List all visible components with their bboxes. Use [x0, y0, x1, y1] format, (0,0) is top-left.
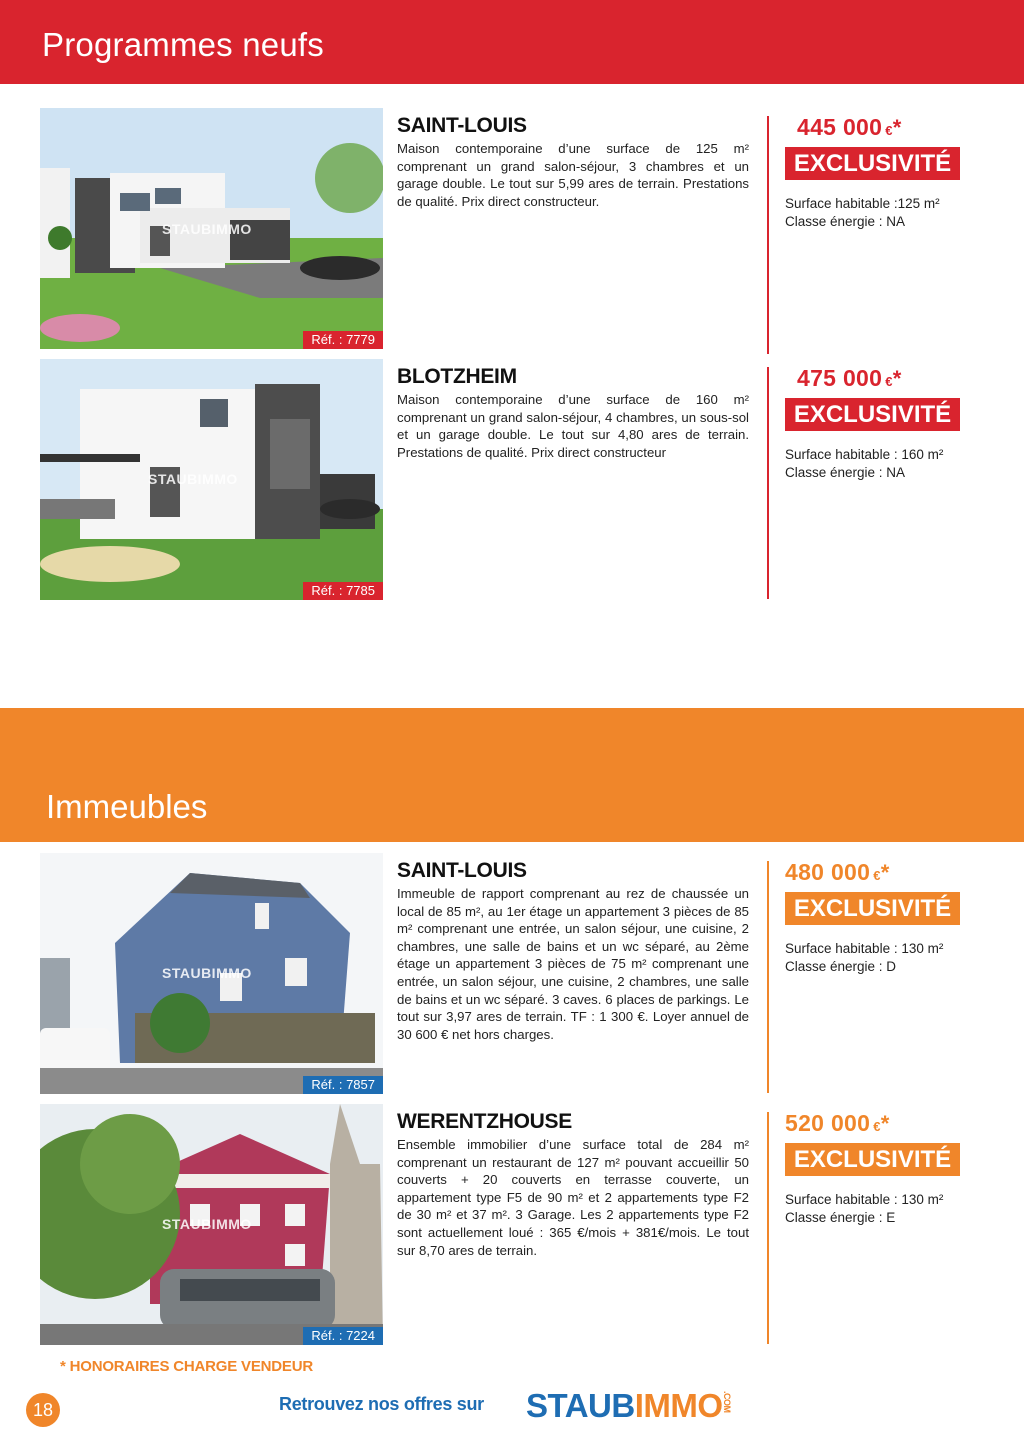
watermark: STAUBIMMO	[148, 471, 238, 487]
currency-symbol: €	[873, 1119, 881, 1134]
price-value: 480 000	[785, 859, 871, 885]
divider-line	[767, 1112, 769, 1344]
listing-price	[797, 365, 975, 392]
currency-symbol: €	[885, 374, 893, 389]
exclusivity-badge: EXCLUSIVITÉ	[785, 892, 960, 925]
listing-specs	[785, 1191, 975, 1227]
listing-text	[397, 108, 749, 210]
listing-price	[785, 1110, 975, 1137]
listing-price	[785, 859, 975, 886]
reference-badge: Réf. : 7857	[303, 1076, 383, 1094]
listing-city: SAINT-LOUIS	[397, 859, 527, 882]
watermark: STAUBIMMO	[162, 1216, 252, 1232]
divider-line	[767, 116, 769, 354]
divider-line	[767, 861, 769, 1093]
promo-text: Retrouvez nos offres sur	[279, 1394, 484, 1414]
listing-photo[interactable]	[40, 1104, 383, 1345]
energy-class-text: Classe énergie : D	[785, 959, 897, 974]
price-asterisk: *	[892, 366, 902, 391]
listing-price	[797, 114, 975, 141]
divider-line	[767, 367, 769, 599]
logo-part-staub: STAUB	[526, 1387, 635, 1424]
section-title: Programmes neufs	[42, 26, 324, 63]
reference-badge: Réf. : 7785	[303, 582, 383, 600]
listing-city: WERENTZHOUSE	[397, 1110, 572, 1133]
listing-description: Immeuble de rapport comprenant au rez de chaussée un local de 85 m², au 1er étage un appartement 3 pièces de 85 m² comprenant une entrée, un salon séjour, une cuisine, 2 chambres, une salle de bains et un wc séparé, au 2ème étage un appartement 3 pièces de 75 m² comprenant une entrée, un salon séjour, une cuisine, 2 chambres, une salle de bains et un wc séparé. 3 caves. 6 places de parkings. Le tout sur 3,97 ares de terrain. TF : 1 300 €. Loyer annuel de 30 600 € net hors charges.	[397, 886, 749, 1042]
listing-side-info	[785, 114, 975, 231]
exclusivity-badge: EXCLUSIVITÉ	[785, 398, 960, 431]
price-asterisk: *	[880, 860, 890, 885]
energy-class-text: Classe énergie : NA	[785, 465, 906, 480]
listing-text	[397, 853, 749, 1043]
staubimmo-logo[interactable]	[526, 1387, 732, 1425]
currency-symbol: €	[873, 868, 881, 883]
listing-photo[interactable]	[40, 108, 383, 349]
listing-specs	[785, 940, 975, 976]
fees-note: * HONORAIRES CHARGE VENDEUR	[60, 1358, 313, 1375]
watermark: STAUBIMMO	[162, 221, 252, 237]
surface-text: Surface habitable : 130 m²	[785, 941, 944, 956]
listing-photo[interactable]	[40, 359, 383, 600]
section-title: Immeubles	[46, 788, 208, 825]
watermark: STAUBIMMO	[162, 965, 252, 981]
surface-text: Surface habitable : 130 m²	[785, 1192, 944, 1207]
price-value: 475 000	[797, 365, 883, 391]
logo-part-com: .COM	[722, 1391, 732, 1413]
section-header-buildings	[0, 708, 1024, 842]
currency-symbol: €	[885, 123, 893, 138]
listing-side-info	[785, 1110, 975, 1227]
logo-part-immo: IMMO	[634, 1387, 723, 1424]
section-header-new-programs	[0, 0, 1024, 84]
surface-text: Surface habitable : 160 m²	[785, 447, 944, 462]
listing-city: BLOTZHEIM	[397, 365, 517, 388]
listing-description: Maison contemporaine d’une surface de 160 m² comprenant un grand salon-séjour, 4 chambres, un sous-sol et un garage double. Le tout sur 4,80 ares de terrain. Prestations de qualité. Prix direct constructeur	[397, 392, 749, 460]
listing-side-info	[785, 859, 975, 976]
exclusivity-badge: EXCLUSIVITÉ	[785, 1143, 960, 1176]
listing-side-info	[785, 365, 975, 482]
price-asterisk: *	[892, 115, 902, 140]
price-value: 445 000	[797, 114, 883, 140]
listing-text	[397, 359, 749, 461]
listing-text	[397, 1104, 749, 1259]
surface-text: Surface habitable :125 m²	[785, 196, 940, 211]
exclusivity-badge: EXCLUSIVITÉ	[785, 147, 960, 180]
listing-specs	[785, 446, 975, 482]
price-value: 520 000	[785, 1110, 871, 1136]
listing-specs	[785, 195, 975, 231]
listing-city: SAINT-LOUIS	[397, 114, 527, 137]
listing-description: Maison contemporaine d’une surface de 125 m² comprenant un grand salon-séjour, 3 chambres et un garage double. Le tout sur 5,99 ares de terrain. Prestations de qualité. Prix direct constructeur.	[397, 141, 749, 209]
price-asterisk: *	[880, 1111, 890, 1136]
energy-class-text: Classe énergie : NA	[785, 214, 906, 229]
reference-badge: Réf. : 7779	[303, 331, 383, 349]
energy-class-text: Classe énergie : E	[785, 1210, 896, 1225]
listing-photo[interactable]	[40, 853, 383, 1094]
page-number: 18	[26, 1393, 60, 1427]
reference-badge: Réf. : 7224	[303, 1327, 383, 1345]
listing-description: Ensemble immobilier d’une surface total de 284 m² comprenant un restaurant de 127 m² pouvant accueillir 50 couverts + 20 couverts en terrasse couverte, un appartement type F5 de 90 m² et 2 appartements type F2 de 30 m² et 37 m². 3 Garage. Les 2 appartements type F2 sont actuellement loué : 365 €/mois + 381€/mois. Le tout sur 8,70 ares de terrain.	[397, 1137, 749, 1258]
